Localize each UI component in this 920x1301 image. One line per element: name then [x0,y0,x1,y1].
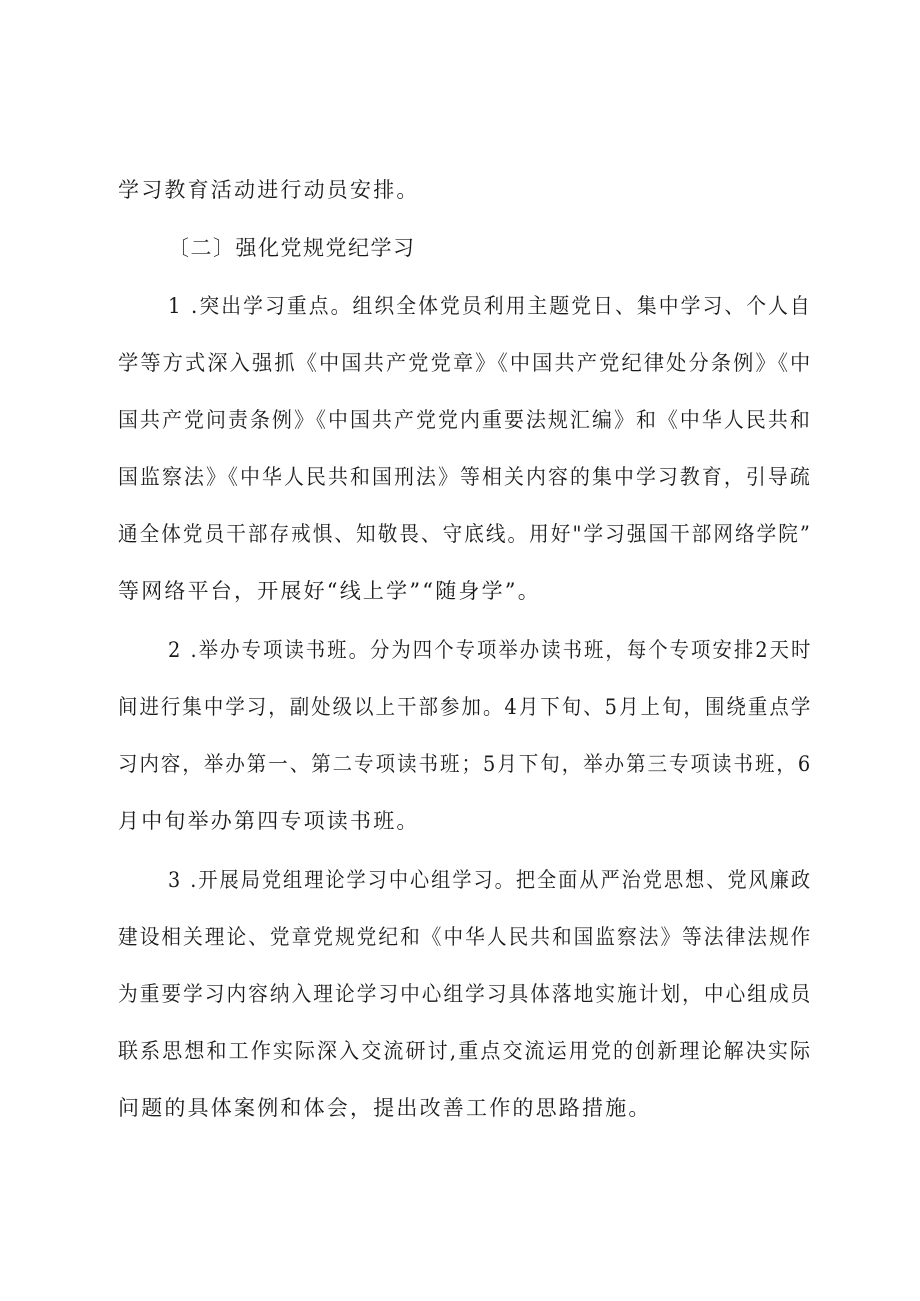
section-heading: 〔二〕强化党规党纪学习 [168,236,416,260]
paragraph-1-line-1: 1 .突出学习重点。组织全体党员利用主题党日、集中学习、个人自 [168,294,812,318]
paragraph-3-line-5: 问题的具体案例和体会，提出改善工作的思路措施。 [118,1096,652,1120]
paragraph-1-line-2: 学等方式深入强抓《中国共产党党章》《中国共产党纪律处分条例》《中 [118,351,813,375]
paragraph-1-line-6: 等网络平台，开展好“线上学”“随身学”。 [118,579,541,603]
paragraph-3-line-4: 联系思想和工作实际深入交流研讨,重点交流运用党的创新理论解决实际 [118,1039,813,1063]
paragraph-2-line-3: 习内容，举办第一、第二专项读书班；5月下旬，举办第三专项读书班，6 [118,752,813,776]
paragraph-2-line-2: 间进行集中学习，副处级以上干部参加。4月下旬、5月上旬，围绕重点学 [118,695,813,719]
paragraph-1-line-4: 国监察法》《中华人民共和国刑法》等相关内容的集中学习教育，引导疏 [118,465,812,489]
text-line-continuation: 学习教育活动进行动员安排。 [118,178,420,202]
paragraph-3-line-3: 为重要学习内容纳入理论学习中心组学习具体落地实施计划，中心组成员 [118,982,813,1006]
paragraph-1-line-5: 通全体党员干部存戒惧、知敬畏、守底线。用好"学习强国干部网络学院” [118,522,812,546]
paragraph-3-line-1: 3 .开展局党组理论学习中心组学习。把全面从严治党思想、党风廉政 [168,868,813,892]
paragraph-1-line-3: 国共产党问责条例》《中国共产党党内重要法规汇编》和《中华人民共和 [118,408,812,432]
paragraph-2-line-1: 2 .举办专项读书班。分为四个专项举办读书班，每个专项安排2天时 [168,638,813,662]
paragraph-3-line-2: 建设相关理论、党章党规党纪和《中华人民共和国监察法》等法律法规作 [118,925,813,949]
paragraph-2-line-4: 月中旬举办第四专项读书班。 [118,809,420,833]
